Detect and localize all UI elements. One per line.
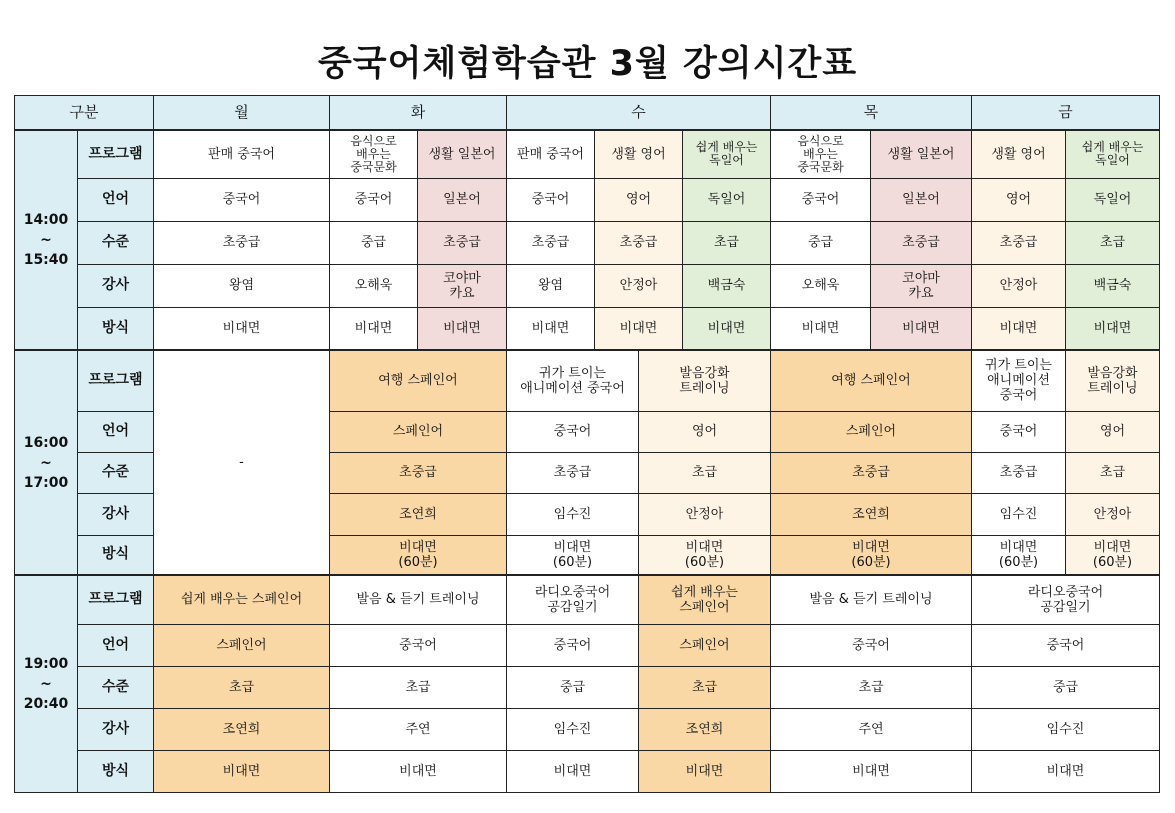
row-label-program: 프로그램 (78, 130, 154, 178)
cell: 영어 (595, 178, 683, 221)
header-day-mon: 월 (154, 96, 330, 131)
table-row (15, 575, 1160, 624)
cell: 비대면 (972, 750, 1160, 792)
cell: 비대면 (154, 750, 330, 792)
cell: 판매 중국어 (154, 130, 330, 178)
cell: 일본어 (418, 178, 507, 221)
cell: 비대면 (507, 307, 595, 350)
row-label-language: 언어 (78, 411, 154, 452)
cell: 백금숙 (1066, 264, 1160, 307)
cell: 독일어 (1066, 178, 1160, 221)
table-row (15, 221, 1160, 264)
cell: 중급 (330, 221, 418, 264)
cell: 초급 (639, 452, 771, 493)
cell: 초중급 (595, 221, 683, 264)
table-row (15, 624, 1160, 666)
row-label-program: 프로그램 (78, 575, 154, 624)
cell: 초급 (154, 666, 330, 708)
table-row (15, 666, 1160, 708)
cell: 비대면 (595, 307, 683, 350)
cell: 스페인어 (154, 624, 330, 666)
cell: 발음강화 트레이닝 (639, 350, 771, 411)
cell: 안정아 (972, 264, 1066, 307)
cell: 음식으로 배우는 중국문화 (330, 130, 418, 178)
cell: 생활 영어 (972, 130, 1066, 178)
cell: 중국어 (154, 178, 330, 221)
table-row (15, 130, 1160, 178)
row-label-level: 수준 (78, 666, 154, 708)
cell: 임수진 (972, 708, 1160, 750)
cell: 라디오중국어 공감일기 (507, 575, 639, 624)
cell: 백금숙 (683, 264, 771, 307)
cell: 비대면 (330, 750, 507, 792)
header-day-tue: 화 (330, 96, 507, 131)
cell: 여행 스페인어 (330, 350, 507, 411)
cell: 조연희 (639, 708, 771, 750)
row-label-program: 프로그램 (78, 350, 154, 411)
cell: 비대면 (60분) (771, 535, 972, 575)
cell: 비대면 (683, 307, 771, 350)
cell: 스페인어 (771, 411, 972, 452)
table-row (15, 178, 1160, 221)
cell: 초급 (330, 666, 507, 708)
table-row (15, 750, 1160, 792)
cell: 비대면 (1066, 307, 1160, 350)
cell: 주연 (771, 708, 972, 750)
cell: 초급 (1066, 221, 1160, 264)
cell: 초중급 (330, 452, 507, 493)
header-day-wed: 수 (507, 96, 771, 131)
cell: 스페인어 (639, 624, 771, 666)
cell: 중급 (771, 221, 871, 264)
row-label-teacher: 강사 (78, 264, 154, 307)
row-label-method: 방식 (78, 750, 154, 792)
cell: 비대면 (60분) (1066, 535, 1160, 575)
cell: 비대면 (330, 307, 418, 350)
cell: 임수진 (507, 493, 639, 535)
cell: 비대면 (154, 307, 330, 350)
cell: 임수진 (972, 493, 1066, 535)
cell: 중국어 (507, 624, 639, 666)
cell: 발음강화 트레이닝 (1066, 350, 1160, 411)
cell: 귀가 트이는 애니메이션 중국어 (507, 350, 639, 411)
table-row (15, 307, 1160, 350)
cell: 조연희 (154, 708, 330, 750)
row-label-method: 방식 (78, 535, 154, 575)
cell: 비대면 (972, 307, 1066, 350)
cell: 생활 영어 (595, 130, 683, 178)
row-label-teacher: 강사 (78, 493, 154, 535)
cell: 생활 일본어 (871, 130, 972, 178)
cell: 비대면 (418, 307, 507, 350)
cell: 중국어 (972, 624, 1160, 666)
cell: 쉽게 배우는 독일어 (1066, 130, 1160, 178)
cell: 비대면 (771, 307, 871, 350)
header-day-thu: 목 (771, 96, 972, 131)
table-row (15, 264, 1160, 307)
cell: 중국어 (771, 178, 871, 221)
cell: 왕염 (507, 264, 595, 307)
row-label-level: 수준 (78, 221, 154, 264)
cell: 판매 중국어 (507, 130, 595, 178)
cell: 영어 (639, 411, 771, 452)
cell: 코야마 카요 (418, 264, 507, 307)
cell: 안정아 (595, 264, 683, 307)
cell: 비대면 (60분) (330, 535, 507, 575)
row-label-teacher: 강사 (78, 708, 154, 750)
cell: 초급 (639, 666, 771, 708)
cell: 초중급 (871, 221, 972, 264)
header-day-fri: 금 (972, 96, 1160, 131)
cell: 비대면 (871, 307, 972, 350)
cell: 중국어 (330, 178, 418, 221)
cell: 초중급 (771, 452, 972, 493)
cell: 오해욱 (771, 264, 871, 307)
cell: 영어 (1066, 411, 1160, 452)
cell: 생활 일본어 (418, 130, 507, 178)
cell: 초중급 (972, 452, 1066, 493)
cell: 오해욱 (330, 264, 418, 307)
cell: 조연희 (771, 493, 972, 535)
cell: 비대면 (639, 750, 771, 792)
cell: 중급 (507, 666, 639, 708)
row-label-level: 수준 (78, 452, 154, 493)
cell: 중국어 (507, 178, 595, 221)
cell: 초중급 (507, 221, 595, 264)
cell: 안정아 (1066, 493, 1160, 535)
cell: 여행 스페인어 (771, 350, 972, 411)
table-row (15, 350, 1160, 411)
header-category: 구분 (15, 96, 154, 131)
cell: 안정아 (639, 493, 771, 535)
cell: 일본어 (871, 178, 972, 221)
cell: 비대면 (60분) (639, 535, 771, 575)
row-label-language: 언어 (78, 178, 154, 221)
cell: 발음 & 듣기 트레이닝 (330, 575, 507, 624)
cell: 비대면 (60분) (507, 535, 639, 575)
cell: 쉽게 배우는 스페인어 (154, 575, 330, 624)
cell: 영어 (972, 178, 1066, 221)
page-title: 중국어체험학습관 3월 강의시간표 (317, 44, 858, 84)
cell: 초중급 (972, 221, 1066, 264)
cell: 왕염 (154, 264, 330, 307)
cell: 조연희 (330, 493, 507, 535)
row-label-method: 방식 (78, 307, 154, 350)
cell: 비대면 (60분) (972, 535, 1066, 575)
cell: 중국어 (507, 411, 639, 452)
cell: 음식으로 배우는 중국문화 (771, 130, 871, 178)
table-row (15, 708, 1160, 750)
cell: 중급 (972, 666, 1160, 708)
cell: 초급 (771, 666, 972, 708)
cell: 초중급 (418, 221, 507, 264)
time-slot-1: 14:00 ~ 15:40 (15, 130, 78, 350)
cell: 비대면 (771, 750, 972, 792)
cell: 초급 (683, 221, 771, 264)
cell: 중국어 (771, 624, 972, 666)
cell: 초중급 (154, 221, 330, 264)
cell: 쉽게 배우는 독일어 (683, 130, 771, 178)
cell: 쉽게 배우는 스페인어 (639, 575, 771, 624)
cell: 초중급 (507, 452, 639, 493)
row-label-language: 언어 (78, 624, 154, 666)
cell: 스페인어 (330, 411, 507, 452)
cell: 중국어 (972, 411, 1066, 452)
cell: 라디오중국어 공감일기 (972, 575, 1160, 624)
cell: 코야마 카요 (871, 264, 972, 307)
cell: 귀가 트이는 애니메이션 중국어 (972, 350, 1066, 411)
timetable (14, 95, 1160, 793)
header-row (15, 96, 1160, 131)
cell-empty: - (154, 350, 330, 575)
time-slot-2: 16:00 ~ 17:00 (15, 350, 78, 575)
cell: 비대면 (507, 750, 639, 792)
cell: 독일어 (683, 178, 771, 221)
cell: 발음 & 듣기 트레이닝 (771, 575, 972, 624)
time-slot-3: 19:00 ~ 20:40 (15, 575, 78, 792)
cell: 중국어 (330, 624, 507, 666)
cell: 주연 (330, 708, 507, 750)
cell: 임수진 (507, 708, 639, 750)
cell: 초급 (1066, 452, 1160, 493)
